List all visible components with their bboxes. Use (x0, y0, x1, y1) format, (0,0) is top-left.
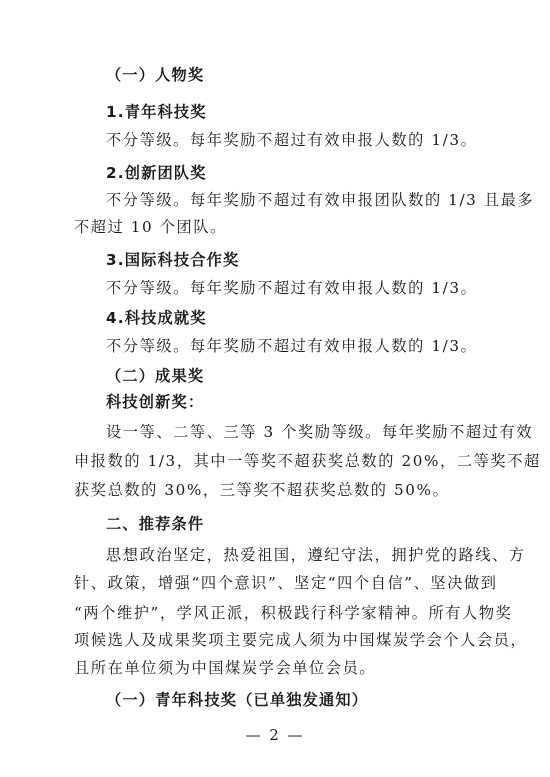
section-1-item-2-heading: 2.创新团队奖 (106, 164, 207, 182)
section-2-subheading: 科技创新奖： (106, 393, 205, 411)
part-2-text-line-4: 项候选人及成果奖项主要完成人须为中国煤炭学会个人会员， (74, 631, 528, 649)
section-1-item-4-text: 不分等级。每年奖励不超过有效申报人数的 1/3。 (106, 337, 478, 355)
section-1-item-4-heading: 4.科技成就奖 (106, 309, 207, 327)
section-2-heading: （二）成果奖 (106, 367, 205, 385)
page-number: — 2 — (245, 726, 305, 744)
section-1-item-3-heading: 3.国际科技合作奖 (106, 251, 240, 269)
part-2-text-line-3: “两个维护”，学风正派，积极践行科学家精神。所有人物奖 (74, 604, 513, 622)
section-2-text-line-1: 设一等、二等、三等 3 个奖励等级。每年奖励不超过有效 (106, 423, 534, 441)
part-2-subsection-1-heading: （一）青年科技奖（已单独发通知） (106, 691, 369, 709)
part-2-text-line-2: 针、政策，增强“四个意识”、坚定“四个自信”、坚决做到 (74, 574, 498, 592)
part-2-text-line-1: 思想政治坚定，热爱祖国，遵纪守法，拥护党的路线、方 (106, 546, 526, 564)
section-1-item-2-text-line-1: 不分等级。每年奖励不超过有效申报团队数的 1/3 且最多 (106, 191, 535, 209)
part-2-text-line-5: 且所在单位须为中国煤炭学会单位会员。 (74, 659, 377, 677)
part-2-heading: 二、推荐条件 (106, 515, 205, 533)
section-1-item-2-text-line-2: 不超过 10 个团队。 (74, 218, 227, 236)
section-1-item-3-text: 不分等级。每年奖励不超过有效申报人数的 1/3。 (106, 279, 478, 297)
section-1-item-1-text: 不分等级。每年奖励不超过有效申报人数的 1/3。 (106, 131, 478, 149)
section-2-text-line-2: 申报数的 1/3，其中一等奖不超获奖总数的 20%，二等奖不超 (74, 452, 541, 470)
section-2-text-line-3: 获奖总数的 30%，三等奖不超获奖总数的 50%。 (74, 481, 450, 499)
section-1-heading: （一）人物奖 (106, 66, 205, 84)
section-1-item-1-heading: 1.青年科技奖 (106, 103, 207, 121)
